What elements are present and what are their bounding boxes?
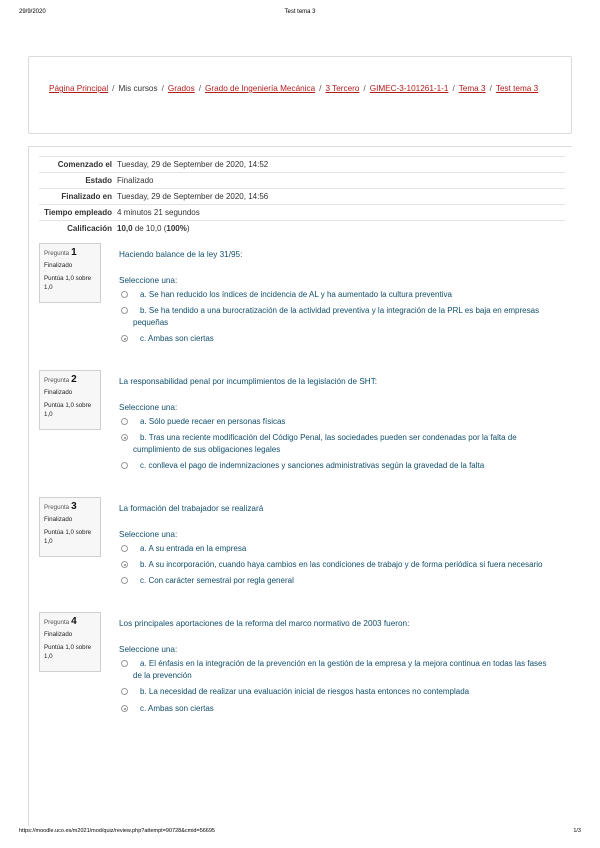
answer-option-label: c. Ambas son ciertas <box>140 704 214 713</box>
summary-row-finished <box>39 188 565 204</box>
summary-label: Comenzado el <box>57 160 112 169</box>
answer-option[interactable] <box>121 460 553 472</box>
answer-option-label: b. A su incorporación, cuando haya cambios en las condiciones de trabajo y de forma periódica si fuera necesario <box>140 560 543 569</box>
breadcrumb-separator: / <box>452 84 455 93</box>
grade-percent: 100% <box>166 224 187 233</box>
radio-button[interactable] <box>121 688 128 695</box>
answer-option[interactable] <box>121 575 553 587</box>
question-grade: Puntúa 1,0 sobre 1,0 <box>44 402 92 418</box>
answer-option[interactable] <box>121 543 553 555</box>
radio-button[interactable] <box>121 291 128 298</box>
summary-value: Tuesday, 29 de September de 2020, 14:56 <box>117 192 269 201</box>
answer-option-label: c. Ambas son ciertas <box>140 334 214 343</box>
print-title: Test tema 3 <box>284 9 316 15</box>
print-page-number: 1/3 <box>573 828 581 834</box>
question-number <box>44 502 96 512</box>
grade-score: 10,0 <box>117 224 133 233</box>
question-prompt: Seleccione una: <box>119 530 178 539</box>
summary-row-time-taken <box>39 204 565 220</box>
breadcrumb-course-link[interactable]: GIMEC-3-101261-1-1 <box>369 84 449 93</box>
question-grade: Puntúa 1,0 sobre 1,0 <box>44 529 92 545</box>
breadcrumb-separator: / <box>489 84 492 93</box>
radio-button[interactable] <box>121 660 128 667</box>
question-number-value: 1 <box>71 247 77 258</box>
breadcrumb-separator: / <box>112 84 115 93</box>
breadcrumb <box>49 84 538 93</box>
summary-row-state <box>39 172 565 188</box>
question-state: Finalizado <box>44 631 73 638</box>
answer-option-selected[interactable] <box>121 559 553 571</box>
summary-value: Tuesday, 29 de September de 2020, 14:52 <box>117 160 269 169</box>
question-number-value: 3 <box>71 501 77 512</box>
answer-option[interactable] <box>121 289 553 301</box>
summary-label: Finalizado en <box>61 192 112 201</box>
question-info-box <box>39 497 101 557</box>
print-header <box>19 9 581 19</box>
breadcrumb-degree-link[interactable]: Grado de Ingeniería Mecánica <box>205 84 316 93</box>
answer-option-label: a. Sólo puede recaer en personas físicas <box>140 417 286 426</box>
answer-option[interactable] <box>121 686 553 698</box>
question-state: Finalizado <box>44 389 73 396</box>
summary-value: 4 minutos 21 segundos <box>117 208 200 217</box>
answer-option-label: b. La necesidad de realizar una evaluación inicial de riesgos hasta entonces no contemplada <box>140 687 470 696</box>
question-number-value: 2 <box>71 374 77 385</box>
breadcrumb-grados-link[interactable]: Grados <box>167 84 195 93</box>
answer-option[interactable] <box>121 305 553 328</box>
question-text: La formación del trabajador se realizará <box>119 504 264 513</box>
radio-button[interactable] <box>121 462 128 469</box>
answer-option[interactable] <box>121 416 553 428</box>
answer-option[interactable] <box>121 658 553 681</box>
breadcrumb-panel <box>28 56 572 134</box>
answer-option-label: a. A su entrada en la empresa <box>140 544 247 553</box>
answer-option-label: a. El énfasis en la integración de la prevención en la gestión de la empresa y la mejora continua en todas las fases de la prevención <box>133 659 547 680</box>
radio-button[interactable] <box>121 307 128 314</box>
question-text: La responsabilidad penal por incumplimientos de la legislación de SHT: <box>119 377 378 386</box>
breadcrumb-separator: / <box>198 84 201 93</box>
breadcrumb-separator: / <box>363 84 366 93</box>
answer-option-selected[interactable] <box>121 432 553 455</box>
summary-value: Finalizado <box>117 176 154 185</box>
question-prompt: Seleccione una: <box>119 403 178 412</box>
breadcrumb-home-link[interactable]: Página Principal <box>49 84 109 93</box>
question-state: Finalizado <box>44 262 73 269</box>
breadcrumb-my-courses: Mis cursos <box>118 84 158 93</box>
question-info-box <box>39 370 101 430</box>
radio-button-selected[interactable] <box>121 335 128 342</box>
question-prompt: Seleccione una: <box>119 645 178 654</box>
breadcrumb-separator: / <box>319 84 322 93</box>
grade-close: ) <box>186 224 190 233</box>
question-prompt: Seleccione una: <box>119 276 178 285</box>
breadcrumb-quiz-link[interactable]: Test tema 3 <box>495 84 539 93</box>
radio-button[interactable] <box>121 577 128 584</box>
answer-option-label: a. Se han reducido los índices de incidencia de AL y ha aumentado la cultura preventiva <box>140 290 452 299</box>
question-text: Los principales aportaciones de la reforma del marco normativo de 2003 fueron: <box>119 619 410 628</box>
print-url: https://moodle.uco.es/m2021/mod/quiz/review.php?attempt=90728&cmid=56695 <box>19 828 215 834</box>
question-number <box>44 375 96 385</box>
answer-option-label: b. Tras una reciente modificación del Código Penal, las sociedades pueden ser condenadas por la falta de cumplimiento de sus obligaciones legales <box>133 433 517 454</box>
question-info-box <box>39 612 101 672</box>
print-date: 29/9/2020 <box>19 9 46 15</box>
radio-button-selected[interactable] <box>121 434 128 441</box>
answer-option-label: c. Con carácter semestral por regla general <box>140 576 294 585</box>
question-state: Finalizado <box>44 516 73 523</box>
radio-button-selected[interactable] <box>121 561 128 568</box>
summary-label: Tiempo empleado <box>44 208 112 217</box>
radio-button-selected[interactable] <box>121 705 128 712</box>
answer-option-selected[interactable] <box>121 703 553 715</box>
question-number-value: 4 <box>71 616 77 627</box>
question-number <box>44 248 96 258</box>
summary-row-grade <box>39 220 565 236</box>
radio-button[interactable] <box>121 418 128 425</box>
radio-button[interactable] <box>121 545 128 552</box>
summary-label: Calificación <box>67 224 112 233</box>
question-grade: Puntúa 1,0 sobre 1,0 <box>44 275 92 291</box>
question-number-label: Pregunta <box>44 250 70 257</box>
question-number-label: Pregunta <box>44 377 70 384</box>
quiz-review-panel <box>28 146 572 826</box>
question-number-label: Pregunta <box>44 619 70 626</box>
summary-label: Estado <box>85 176 112 185</box>
print-footer <box>19 828 581 838</box>
question-info-box <box>39 243 101 303</box>
grade-of: de 10,0 ( <box>134 224 167 233</box>
breadcrumb-separator: / <box>161 84 164 93</box>
summary-row-started <box>39 156 565 172</box>
answer-option-label: c. conlleva el pago de indemnizaciones y sanciones administrativas según la gravedad de la falta <box>140 461 485 470</box>
question-number-label: Pregunta <box>44 504 70 511</box>
attempt-summary-table <box>39 156 565 236</box>
breadcrumb-year-link[interactable]: 3 Tercero <box>325 84 360 93</box>
question-grade: Puntúa 1,0 sobre 1,0 <box>44 644 92 660</box>
breadcrumb-topic-link[interactable]: Tema 3 <box>458 84 486 93</box>
answer-option-label: b. Se ha tendido a una burocratización de la actividad preventiva y la integración de la PRL es baja en empresas pequeñas <box>133 306 540 327</box>
question-number <box>44 617 96 627</box>
summary-value <box>117 223 565 234</box>
question-text: Haciendo balance de la ley 31/95: <box>119 250 243 259</box>
answer-option-selected[interactable] <box>121 333 553 345</box>
